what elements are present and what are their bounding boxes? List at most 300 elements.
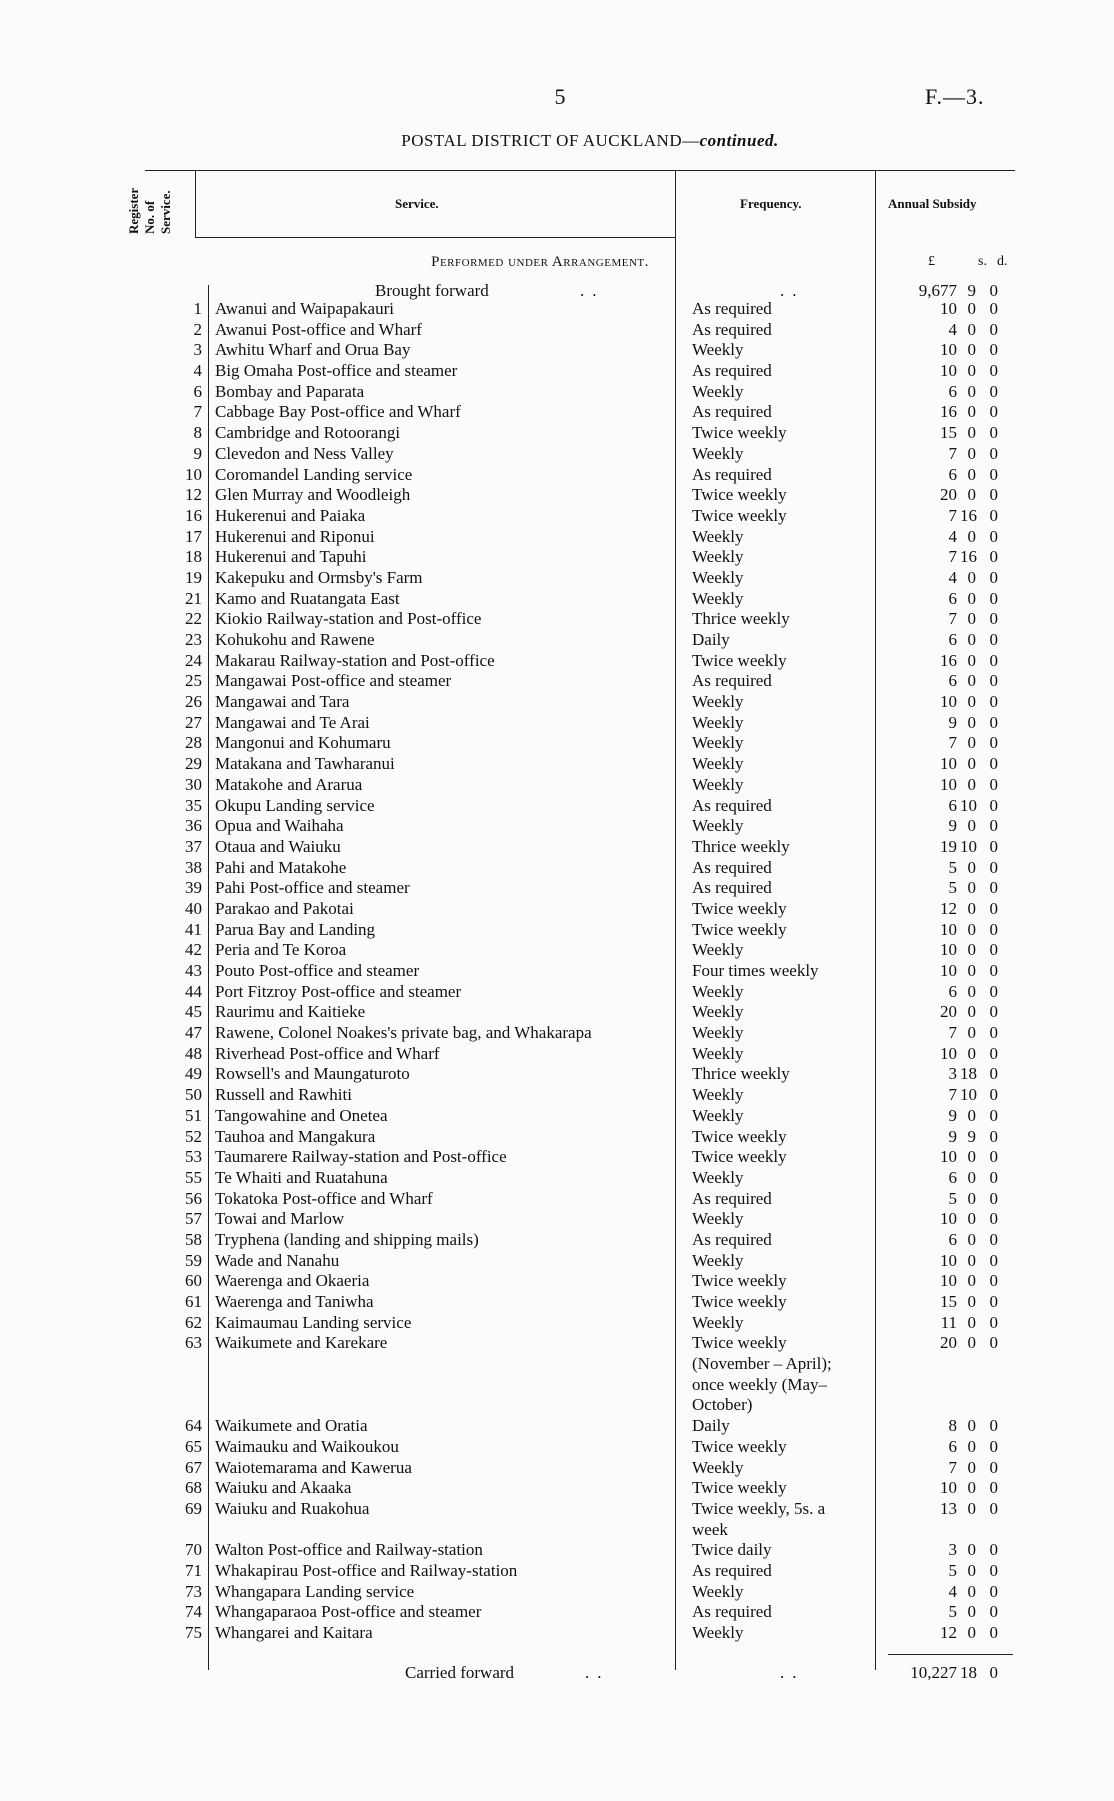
row-service: Cambridge and Rotoorangi (215, 423, 401, 443)
row-subsidy-pounds: 6 (948, 795, 957, 815)
row-frequency: Weekly (692, 1002, 744, 1022)
row-service: Parua Bay and Landing (215, 919, 376, 939)
row-subsidy-pounds: 6 (948, 1229, 957, 1249)
row-subsidy-pence: 0 (989, 836, 998, 856)
row-frequency: Weekly (692, 1457, 744, 1477)
row-frequency: As required (692, 1188, 772, 1208)
row-subsidy-pence: 0 (989, 1333, 998, 1353)
table-row (0, 423, 1114, 444)
row-subsidy-pence: 0 (989, 712, 998, 732)
row-subsidy-pence: 0 (989, 1292, 998, 1311)
row-subsidy-pounds: 4 (948, 526, 957, 546)
row-frequency: As required (692, 299, 772, 318)
row-register-number: 70 (185, 1540, 202, 1560)
table-row (0, 485, 1114, 506)
row-service: Matakana and Tawharanui (215, 754, 395, 774)
row-subsidy-pounds: 10 (940, 919, 957, 939)
header-regno-line-1: Register (126, 187, 141, 234)
row-register-number: 36 (185, 816, 202, 836)
row-service: Kiokio Railway-station and Post-office (215, 609, 482, 629)
row-register-number: 64 (185, 1416, 202, 1436)
row-subsidy-pence: 0 (989, 1436, 998, 1456)
table-row (0, 1002, 1114, 1023)
row-register-number: 41 (185, 919, 202, 939)
row-register-number: 59 (185, 1250, 202, 1270)
table-row (0, 1230, 1114, 1251)
row-register-number: 10 (185, 464, 202, 484)
row-frequency: As required (692, 361, 772, 381)
row-subsidy-pence: 0 (989, 485, 998, 505)
row-register-number: 69 (185, 1498, 202, 1518)
row-subsidy-pounds: 20 (940, 485, 957, 505)
row-subsidy-pence: 0 (989, 1312, 998, 1332)
row-service: Tryphena (landing and shipping mails) (215, 1229, 479, 1249)
section-heading: Performed under Arrangement. (431, 254, 649, 270)
row-subsidy-pounds: 6 (948, 588, 957, 608)
table-row (0, 1127, 1114, 1148)
row-frequency: Twice weekly (692, 423, 787, 443)
row-subsidy-pounds: 5 (948, 1561, 957, 1580)
row-register-number: 44 (185, 981, 202, 1001)
row-subsidy-pence: 0 (989, 609, 998, 629)
row-subsidy-pence: 0 (989, 650, 998, 670)
unit-shilling: s. (978, 254, 987, 269)
header-frequency: Frequency. (740, 196, 802, 211)
row-service: Matakohe and Ararua (215, 774, 363, 794)
row-service: Waiuku and Akaaka (215, 1478, 352, 1498)
row-subsidy-shillings: 0 (967, 443, 976, 463)
row-frequency: Weekly (692, 692, 744, 712)
document-reference: F.—3. (925, 84, 985, 109)
row-subsidy-shillings: 0 (967, 1478, 976, 1498)
header-service: Service. (395, 196, 439, 211)
unit-pence: d. (997, 254, 1008, 269)
row-subsidy-shillings: 0 (967, 1561, 976, 1580)
row-subsidy-shillings: 0 (967, 588, 976, 608)
row-service: Kakepuku and Ormsby's Farm (215, 567, 423, 587)
row-service: Big Omaha Post-office and steamer (215, 361, 458, 381)
row-frequency: Twice weekly (692, 1478, 787, 1498)
row-subsidy-pounds: 7 (948, 1023, 957, 1043)
row-service: Waerenga and Taniwha (215, 1292, 374, 1311)
row-subsidy-pence: 0 (989, 1457, 998, 1477)
table-row (0, 465, 1114, 486)
row-frequency: Twice weekly (692, 1292, 787, 1311)
row-subsidy-pounds: 7 (948, 443, 957, 463)
row-subsidy-shillings: 0 (967, 1002, 976, 1022)
row-frequency: Weekly (692, 1623, 744, 1643)
row-subsidy-shillings: 0 (967, 1167, 976, 1187)
table-row (0, 382, 1114, 403)
row-subsidy-pence: 0 (989, 381, 998, 401)
row-subsidy-pounds: 7 (948, 733, 957, 753)
row-frequency: Thrice weekly (692, 609, 790, 629)
row-register-number: 23 (185, 630, 202, 649)
row-subsidy-pence: 0 (989, 981, 998, 1001)
table-row (0, 547, 1114, 568)
row-subsidy-pounds: 10 (940, 961, 957, 980)
table-row (0, 899, 1114, 920)
row-frequency: As required (692, 795, 772, 815)
row-service: Kohukohu and Rawene (215, 630, 375, 649)
row-frequency: As required (692, 402, 772, 422)
table-row (0, 1064, 1114, 1085)
row-service: Okupu Landing service (215, 795, 375, 815)
row-subsidy-shillings: 0 (967, 1188, 976, 1208)
row-service: Pouto Post-office and steamer (215, 961, 420, 980)
table-row (0, 1499, 1114, 1540)
row-subsidy-pounds: 3 (948, 1540, 957, 1560)
table-row (0, 1168, 1114, 1189)
row-service: Peria and Te Koroa (215, 940, 347, 960)
row-subsidy-shillings: 0 (967, 319, 976, 339)
row-service: Tokatoka Post-office and Wharf (215, 1188, 433, 1208)
row-register-number: 75 (185, 1623, 202, 1643)
carried-forward-dots: .. (585, 1663, 610, 1682)
row-service: Mangawai and Tara (215, 692, 350, 712)
row-subsidy-pounds: 10 (940, 340, 957, 360)
row-register-number: 30 (185, 774, 202, 794)
table-row (0, 1271, 1114, 1292)
row-subsidy-pounds: 6 (948, 630, 957, 649)
row-subsidy-pounds: 16 (940, 402, 957, 422)
row-subsidy-pence: 0 (989, 754, 998, 774)
table-row (0, 1313, 1114, 1334)
row-service: Glen Murray and Woodleigh (215, 485, 411, 505)
row-subsidy-pounds: 10 (940, 1478, 957, 1498)
row-subsidy-pence: 0 (989, 692, 998, 712)
row-subsidy-pence: 0 (989, 898, 998, 918)
row-subsidy-pounds: 10 (940, 1250, 957, 1270)
header-regno-line-3: Service. (158, 190, 173, 234)
row-frequency: As required (692, 857, 772, 877)
row-frequency: Twice weekly (692, 1436, 787, 1456)
row-subsidy-pounds: 10 (940, 1271, 957, 1291)
row-subsidy-pounds: 6 (948, 464, 957, 484)
row-frequency: Weekly (692, 526, 744, 546)
table-row (0, 630, 1114, 651)
row-subsidy-shillings: 0 (967, 671, 976, 691)
row-subsidy-shillings: 0 (967, 1229, 976, 1249)
row-register-number: 62 (185, 1312, 202, 1332)
table-row (0, 506, 1114, 527)
row-register-number: 17 (185, 526, 202, 546)
carried-forward-frequency-dots: .. (780, 1663, 805, 1682)
row-register-number: 63 (185, 1333, 202, 1353)
row-frequency: Twice weekly (692, 919, 787, 939)
row-subsidy-shillings: 0 (967, 1147, 976, 1167)
row-subsidy-shillings: 0 (967, 650, 976, 670)
row-frequency: Twice weekly (692, 1147, 787, 1167)
header-bottom-rule (195, 237, 675, 238)
table-row (0, 1189, 1114, 1210)
row-service: Mangawai and Te Arai (215, 712, 370, 732)
row-register-number: 8 (193, 423, 202, 443)
carried-forward-label: Carried forward (405, 1663, 515, 1682)
row-subsidy-shillings: 0 (967, 464, 976, 484)
row-subsidy-pounds: 10 (940, 754, 957, 774)
row-register-number: 53 (185, 1147, 202, 1167)
row-subsidy-pounds: 9 (948, 1105, 957, 1125)
header-annual-subsidy: Annual Subsidy (888, 196, 977, 211)
table-row (0, 1106, 1114, 1127)
row-subsidy-pence: 0 (989, 1271, 998, 1291)
row-frequency: Twice weekly, 5s. a week (692, 1498, 826, 1539)
row-register-number: 68 (185, 1478, 202, 1498)
header-register-number (124, 176, 194, 232)
row-frequency: Weekly (692, 733, 744, 753)
row-subsidy-shillings: 0 (967, 1333, 976, 1353)
row-frequency: As required (692, 878, 772, 898)
row-register-number: 4 (193, 361, 202, 381)
row-subsidy-pence: 0 (989, 1540, 998, 1560)
row-subsidy-pounds: 4 (948, 319, 957, 339)
row-frequency: Weekly (692, 981, 744, 1001)
row-subsidy-shillings: 0 (967, 1209, 976, 1229)
row-subsidy-shillings: 0 (967, 1436, 976, 1456)
row-frequency: Weekly (692, 1105, 744, 1125)
row-subsidy-shillings: 0 (967, 485, 976, 505)
row-subsidy-shillings: 0 (967, 1623, 976, 1643)
row-subsidy-shillings: 0 (967, 1250, 976, 1270)
table-row (0, 1209, 1114, 1230)
row-subsidy-pence: 0 (989, 547, 998, 567)
row-register-number: 40 (185, 898, 202, 918)
row-frequency: Weekly (692, 1167, 744, 1187)
row-subsidy-pence: 0 (989, 1064, 998, 1084)
table-row (0, 982, 1114, 1003)
row-subsidy-shillings: 0 (967, 857, 976, 877)
table-row (0, 402, 1114, 423)
carried-forward-shillings: 18 (960, 1663, 977, 1682)
row-subsidy-pence: 0 (989, 1043, 998, 1063)
row-frequency: Weekly (692, 1312, 744, 1332)
table-row (0, 837, 1114, 858)
row-subsidy-shillings: 0 (967, 940, 976, 960)
row-frequency: Daily (692, 630, 730, 649)
row-subsidy-pounds: 19 (940, 836, 957, 856)
row-subsidy-shillings: 18 (960, 1064, 977, 1084)
row-frequency: Weekly (692, 1209, 744, 1229)
row-subsidy-pounds: 10 (940, 1147, 957, 1167)
row-service: Makarau Railway-station and Post-office (215, 650, 495, 670)
row-subsidy-pence: 0 (989, 299, 998, 318)
brought-forward-pounds: 9,677 (918, 281, 957, 300)
row-subsidy-shillings: 0 (967, 381, 976, 401)
row-subsidy-pounds: 20 (940, 1002, 957, 1022)
header-regno-line-2: No. of (142, 200, 157, 234)
row-subsidy-pence: 0 (989, 816, 998, 836)
row-subsidy-pence: 0 (989, 774, 998, 794)
row-frequency: Weekly (692, 567, 744, 587)
row-subsidy-pounds: 9 (948, 1126, 957, 1146)
row-frequency: Twice weekly (692, 1271, 787, 1291)
table-row (0, 589, 1114, 610)
table-row (0, 1251, 1114, 1272)
row-frequency: Weekly (692, 1250, 744, 1270)
row-subsidy-shillings: 0 (967, 1602, 976, 1622)
row-subsidy-shillings: 0 (967, 630, 976, 649)
row-register-number: 1 (193, 299, 202, 318)
table-row (0, 796, 1114, 817)
row-frequency: Weekly (692, 1043, 744, 1063)
row-register-number: 12 (185, 485, 202, 505)
row-register-number: 19 (185, 567, 202, 587)
row-subsidy-pence: 0 (989, 961, 998, 980)
table-row (0, 858, 1114, 879)
row-frequency: Thrice weekly (692, 836, 790, 856)
row-subsidy-shillings: 0 (967, 526, 976, 546)
table-row (0, 754, 1114, 775)
row-subsidy-pounds: 7 (948, 1457, 957, 1477)
row-subsidy-shillings: 0 (967, 299, 976, 318)
row-subsidy-pounds: 15 (940, 423, 957, 443)
row-subsidy-pounds: 13 (940, 1498, 957, 1518)
page-title-continued: continued. (699, 131, 779, 150)
row-subsidy-pence: 0 (989, 402, 998, 422)
row-subsidy-shillings: 16 (960, 505, 977, 525)
row-subsidy-pounds: 6 (948, 1436, 957, 1456)
row-subsidy-pounds: 12 (940, 898, 957, 918)
table-row (0, 1416, 1114, 1437)
row-register-number: 45 (185, 1002, 202, 1022)
row-subsidy-pounds: 11 (940, 1312, 957, 1332)
row-subsidy-shillings: 0 (967, 1498, 976, 1518)
row-subsidy-pounds: 5 (948, 1188, 957, 1208)
row-subsidy-shillings: 0 (967, 898, 976, 918)
row-service: Waiotemarama and Kawerua (215, 1457, 412, 1477)
row-service: Pahi Post-office and steamer (215, 878, 410, 898)
row-register-number: 22 (185, 609, 202, 629)
row-frequency: Weekly (692, 547, 744, 567)
row-subsidy-shillings: 0 (967, 981, 976, 1001)
row-service: Raurimu and Kaitieke (215, 1002, 366, 1022)
row-subsidy-shillings: 0 (967, 402, 976, 422)
row-subsidy-shillings: 0 (967, 774, 976, 794)
row-subsidy-shillings: 0 (967, 878, 976, 898)
row-register-number: 29 (185, 754, 202, 774)
row-register-number: 38 (185, 857, 202, 877)
row-subsidy-pence: 0 (989, 1602, 998, 1622)
row-register-number: 42 (185, 940, 202, 960)
row-subsidy-pounds: 9 (948, 816, 957, 836)
row-frequency: Weekly (692, 588, 744, 608)
table-row (0, 692, 1114, 713)
row-subsidy-pence: 0 (989, 526, 998, 546)
row-subsidy-pounds: 7 (948, 1085, 957, 1105)
row-subsidy-pence: 0 (989, 1023, 998, 1043)
table-row (0, 920, 1114, 941)
row-subsidy-pence: 0 (989, 1188, 998, 1208)
row-register-number: 48 (185, 1043, 202, 1063)
row-subsidy-shillings: 0 (967, 1416, 976, 1436)
table-row (0, 361, 1114, 382)
row-subsidy-pounds: 5 (948, 857, 957, 877)
row-register-number: 57 (185, 1209, 202, 1229)
row-register-number: 50 (185, 1085, 202, 1105)
row-subsidy-pence: 0 (989, 361, 998, 381)
table-row (0, 320, 1114, 341)
row-subsidy-pence: 0 (989, 1105, 998, 1125)
row-service: Hukerenui and Paiaka (215, 505, 366, 525)
row-service: Awanui and Waipapakauri (215, 299, 394, 318)
service-table (0, 299, 1114, 1644)
row-service: Mangawai Post-office and steamer (215, 671, 452, 691)
table-row (0, 1023, 1114, 1044)
row-register-number: 35 (185, 795, 202, 815)
row-frequency: Weekly (692, 340, 744, 360)
row-service: Tauhoa and Mangakura (215, 1126, 376, 1146)
row-subsidy-shillings: 10 (960, 795, 977, 815)
row-subsidy-pounds: 16 (940, 650, 957, 670)
row-service: Coromandel Landing service (215, 464, 413, 484)
row-subsidy-shillings: 0 (967, 692, 976, 712)
row-frequency: Weekly (692, 443, 744, 463)
row-subsidy-shillings: 0 (967, 1271, 976, 1291)
row-subsidy-shillings: 10 (960, 1085, 977, 1105)
row-subsidy-pence: 0 (989, 795, 998, 815)
row-subsidy-pence: 0 (989, 1167, 998, 1187)
row-service: Awhitu Wharf and Orua Bay (215, 340, 411, 360)
table-row (0, 1623, 1114, 1644)
row-register-number: 49 (185, 1064, 202, 1084)
header-top-rule (145, 170, 1015, 171)
row-service: Te Whaiti and Ruatahuna (215, 1167, 388, 1187)
row-service: Taumarere Railway-station and Post-office (215, 1147, 507, 1167)
row-frequency: Four times weekly (692, 961, 819, 980)
table-row (0, 1333, 1114, 1416)
row-service: Hukerenui and Tapuhi (215, 547, 367, 567)
row-service: Tangowahine and Onetea (215, 1105, 388, 1125)
row-service: Hukerenui and Riponui (215, 526, 375, 546)
row-register-number: 52 (185, 1126, 202, 1146)
row-subsidy-shillings: 0 (967, 712, 976, 732)
row-register-number: 24 (185, 650, 202, 670)
row-subsidy-pence: 0 (989, 423, 998, 443)
row-service: Waimauku and Waikoukou (215, 1436, 399, 1456)
row-service: Bombay and Paparata (215, 381, 365, 401)
row-subsidy-pounds: 6 (948, 381, 957, 401)
row-frequency: Weekly (692, 1581, 744, 1601)
row-subsidy-shillings: 0 (967, 340, 976, 360)
row-subsidy-pounds: 10 (940, 774, 957, 794)
row-subsidy-pounds: 15 (940, 1292, 957, 1311)
row-subsidy-pence: 0 (989, 340, 998, 360)
row-service: Russell and Rawhiti (215, 1085, 352, 1105)
row-frequency: As required (692, 671, 772, 691)
brought-forward-dots: .. (580, 281, 605, 300)
row-service: Walton Post-office and Railway-station (215, 1540, 483, 1560)
page-number: 5 (554, 84, 566, 109)
row-register-number: 47 (185, 1023, 202, 1043)
row-service: Opua and Waihaha (215, 816, 344, 836)
row-subsidy-pence: 0 (989, 1581, 998, 1601)
row-register-number: 27 (185, 712, 202, 732)
table-row (0, 1540, 1114, 1561)
table-row (0, 609, 1114, 630)
row-register-number: 55 (185, 1167, 202, 1187)
row-subsidy-pounds: 7 (948, 609, 957, 629)
brought-forward-label: Brought forward (375, 281, 489, 300)
row-subsidy-pounds: 10 (940, 1043, 957, 1063)
row-register-number: 56 (185, 1188, 202, 1208)
row-register-number: 37 (185, 836, 202, 856)
row-register-number: 58 (185, 1229, 202, 1249)
row-register-number: 2 (193, 319, 202, 339)
table-row (0, 1602, 1114, 1623)
row-subsidy-pounds: 12 (940, 1623, 957, 1643)
row-subsidy-shillings: 0 (967, 1023, 976, 1043)
